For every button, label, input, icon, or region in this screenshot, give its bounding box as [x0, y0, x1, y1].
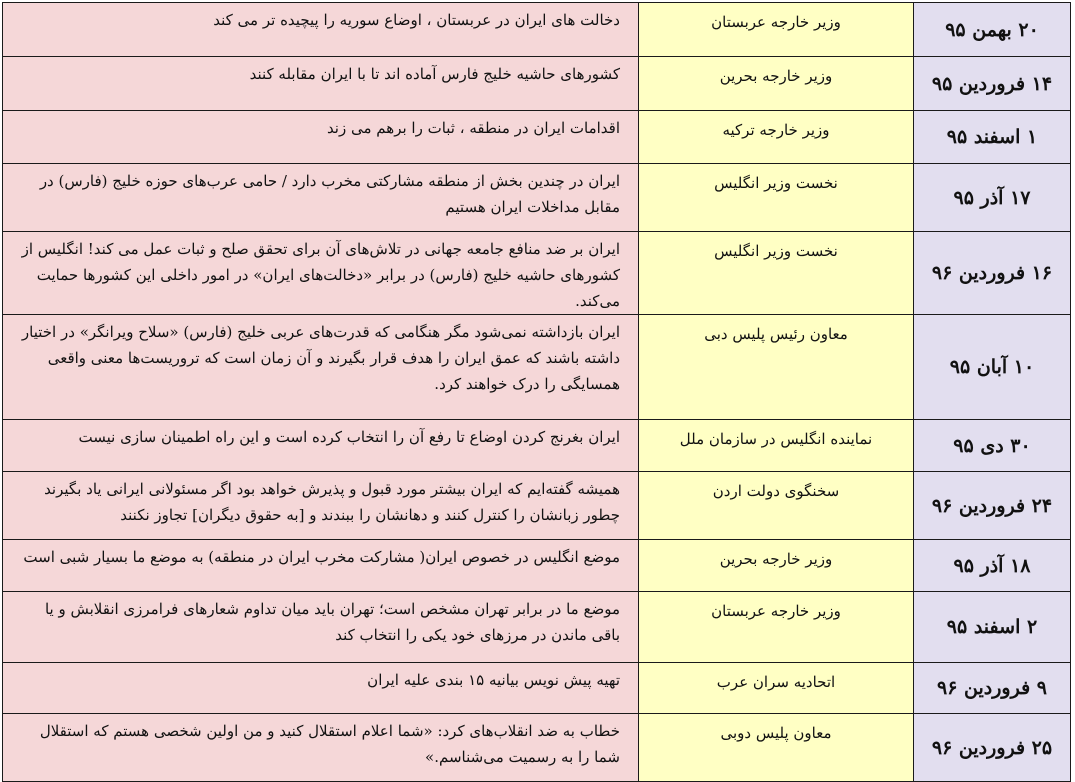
quote-cell: خطاب به ضد انقلاب‌های کرد: «شما اعلام استقلال کنید و من اولین شخصی هستم که استقلال شما را به رسمیت می‌شناسم.» [3, 714, 639, 782]
person-cell: اتحادیه سران عرب [639, 663, 914, 714]
date-cell: ۱۴ فروردین ۹۵ [914, 57, 1071, 111]
statements-table [2, 2, 1071, 782]
person-cell: نخست وزیر انگلیس [639, 164, 914, 232]
table-row [3, 57, 1071, 111]
table-row [3, 164, 1071, 232]
table-row [3, 472, 1071, 540]
person-cell: وزیر خارجه بحرین [639, 57, 914, 111]
date-cell: ۱۷ آذر ۹۵ [914, 164, 1071, 232]
quote-cell: ایران بغرنج کردن اوضاع تا رفع آن را انتخاب کرده است و این راه اطمینان سازی نیست [3, 420, 639, 472]
table-row [3, 540, 1071, 592]
table-row [3, 232, 1071, 315]
quote-cell: موضع ما در برابر تهران مشخص است؛ تهران باید میان تداوم شعارهای فرامرزی انقلابش و یا باقی ماندن در مرزهای خود یکی را انتخاب کند [3, 592, 639, 663]
quote-cell: ایران بازداشته نمی‌شود مگر هنگامی که قدرت‌های عربی خلیج (فارس) «سلاح ویرانگر» در اختیار داشته باشند که عمق ایران را هدف قرار بگیرند و آن زمان است که تروریست‌ها معنی واقعی همسایگی را درک خواهند کرد. [3, 315, 639, 420]
table-row [3, 592, 1071, 663]
table-row [3, 420, 1071, 472]
date-cell: ۳۰ دی ۹۵ [914, 420, 1071, 472]
date-cell: ۹ فروردین ۹۶ [914, 663, 1071, 714]
table-row [3, 714, 1071, 782]
person-cell: نماینده انگلیس در سازمان ملل [639, 420, 914, 472]
table-body [3, 3, 1071, 782]
person-cell: سخنگوی دولت اردن [639, 472, 914, 540]
quote-cell: همیشه گفته‌ایم که ایران بیشتر مورد قبول و پذیرش خواهد بود اگر مسئولانی ایرانی یاد بگیرند چطور زبانشان را کنترل کنند و دهانشان را ببندند و [به حقوق دیگران] تجاوز نکنند [3, 472, 639, 540]
date-cell: ۱۰ آبان ۹۵ [914, 315, 1071, 420]
table-row [3, 3, 1071, 57]
person-cell: معاون پلیس دوبی [639, 714, 914, 782]
date-cell: ۱۶ فروردین ۹۶ [914, 232, 1071, 315]
date-cell: ۲۰ بهمن ۹۵ [914, 3, 1071, 57]
date-cell: ۲۴ فروردین ۹۶ [914, 472, 1071, 540]
table-row [3, 111, 1071, 164]
person-cell: وزیر خارجه عربستان [639, 592, 914, 663]
person-cell: نخست وزیر انگلیس [639, 232, 914, 315]
person-cell: وزیر خارجه بحرین [639, 540, 914, 592]
table-row [3, 315, 1071, 420]
date-cell: ۲۵ فروردین ۹۶ [914, 714, 1071, 782]
date-cell: ۱ اسفند ۹۵ [914, 111, 1071, 164]
quote-cell: ایران بر ضد منافع جامعه جهانی در تلاش‌های آن برای تحقق صلح و ثبات عمل می کند! انگلیس از کشورهای حاشیه خلیج (فارس) در برابر «دخالت‌های ایران» در امور داخلی این کشورها حمایت می‌کند. [3, 232, 639, 315]
quote-cell: موضع انگلیس در خصوص ایران( مشارکت مخرب ایران در منطقه) به موضع ما بسیار شبی است [3, 540, 639, 592]
quote-cell: تهیه پیش نویس بیانیه ۱۵ بندی علیه ایران [3, 663, 639, 714]
person-cell: وزیر خارجه عربستان [639, 3, 914, 57]
quote-cell: کشورهای حاشیه خلیج فارس آماده اند تا با ایران مقابله کنند [3, 57, 639, 111]
date-cell: ۱۸ آذر ۹۵ [914, 540, 1071, 592]
quote-cell: دخالت های ایران در عربستان ، اوضاع سوریه را پیچیده تر می کند [3, 3, 639, 57]
person-cell: معاون رئیس پلیس دبی [639, 315, 914, 420]
quote-cell: ایران در چندین بخش از منطقه مشارکتی مخرب دارد / حامی عرب‌های حوزه خلیج (فارس) در مقابل مداخلات ایران هستیم [3, 164, 639, 232]
date-cell: ۲ اسفند ۹۵ [914, 592, 1071, 663]
person-cell: وزیر خارجه ترکیه [639, 111, 914, 164]
table-row [3, 663, 1071, 714]
quote-cell: اقدامات ایران در منطقه ، ثبات را برهم می زند [3, 111, 639, 164]
